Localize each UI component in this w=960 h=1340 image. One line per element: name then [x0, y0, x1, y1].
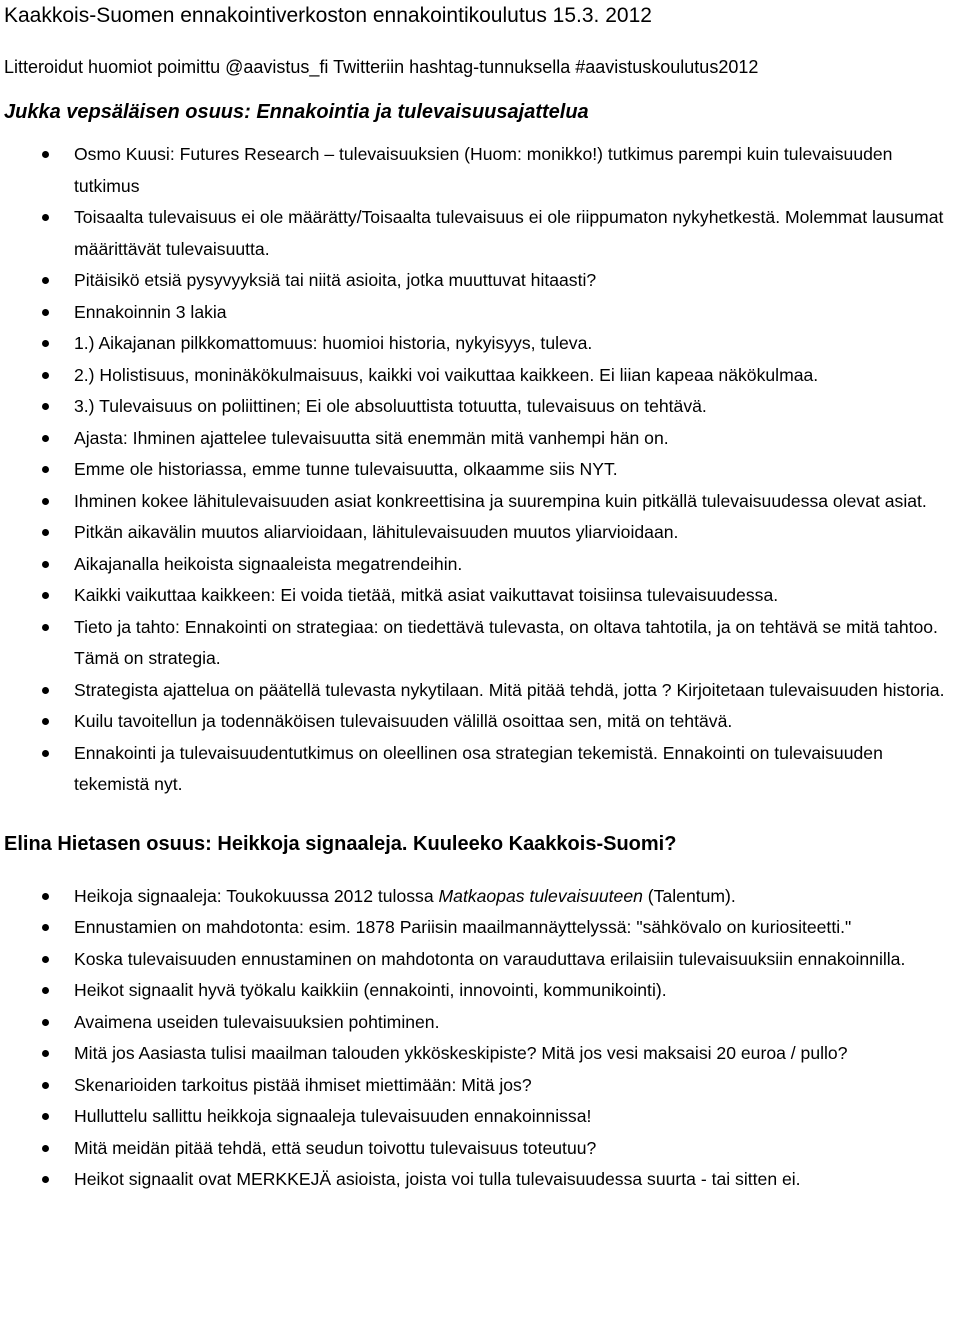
list-item: Mitä meidän pitää tehdä, että seudun toivottu tulevaisuus toteutuu? — [4, 1133, 960, 1165]
list-item: Osmo Kuusi: Futures Research – tulevaisuuksien (Huom: monikko!) tutkimus parempi kuin tulevaisuuden tutkimus — [4, 139, 960, 202]
document-title: Kaakkois-Suomen ennakointiverkoston ennakointikoulutus 15.3. 2012 — [4, 4, 652, 27]
list-item: Skenarioiden tarkoitus pistää ihmiset miettimään: Mitä jos? — [4, 1070, 960, 1102]
list-item: 3.) Tulevaisuus on poliittinen; Ei ole absoluuttista totuutta, tulevaisuus on tehtävä. — [4, 391, 960, 423]
book-title: Matkaopas tulevaisuuteen — [438, 885, 643, 906]
list-item: Pitkän aikavälin muutos aliarvioidaan, lähitulevaisuuden muutos yliarvioidaan. — [4, 517, 960, 549]
list-item: Pitäisikö etsiä pysyvyyksiä tai niitä asioita, jotka muuttuvat hitaasti? — [4, 265, 960, 297]
list-item: Hulluttelu sallittu heikkoja signaaleja tulevaisuuden ennakoinnissa! — [4, 1101, 960, 1133]
list-item: Tieto ja tahto: Ennakointi on strategiaa: on tiedettävä tulevasta, on oltava tahtotila, ja on tehtävä se mitä tahtoo. Tämä on strategia. — [4, 612, 960, 675]
bullet-list-hietanen — [4, 881, 960, 1196]
list-item: Strategista ajattelua on päätellä tulevasta nykytilaan. Mitä pitää tehdä, jotta ? Kirjoitetaan tulevaisuuden historia. — [4, 675, 960, 707]
list-item: Ihminen kokee lähitulevaisuuden asiat konkreettisina ja suurempina kuin pitkällä tulevaisuudessa olevat asiat. — [4, 486, 960, 518]
list-item: 1.) Aikajanan pilkkomattomuus: huomioi historia, nykyisyys, tuleva. — [4, 328, 960, 360]
list-item: Aikajanalla heikoista signaaleista megatrendeihin. — [4, 549, 960, 581]
list-item: Ennustamien on mahdotonta: esim. 1878 Pariisin maailmannäyttelyssä: "sähkövalo on kuriositeetti." — [4, 912, 960, 944]
list-item: Kuilu tavoitellun ja todennäköisen tulevaisuuden välillä osoittaa sen, mitä on tehtävä. — [4, 706, 960, 738]
item-text-before: Heikoja signaaleja: Toukokuussa 2012 tulossa — [74, 885, 439, 906]
section-heading-hietanen: Elina Hietasen osuus: Heikkoja signaaleja. Kuuleeko Kaakkois-Suomi? — [4, 832, 677, 855]
bullet-list-vepsalainen — [4, 139, 960, 801]
list-item: Ennakoinnin 3 lakia — [4, 297, 960, 329]
list-item: Kaikki vaikuttaa kaikkeen: Ei voida tietää, mitkä asiat vaikuttavat toisiinsa tulevaisuudessa. — [4, 580, 960, 612]
list-item: Ajasta: Ihminen ajattelee tulevaisuutta sitä enemmän mitä vanhempi hän on. — [4, 423, 960, 455]
list-item-book-mention — [4, 881, 960, 913]
list-item: Ennakointi ja tulevaisuudentutkimus on oleellinen osa strategian tekemistä. Ennakointi on tulevaisuuden tekemistä nyt. — [4, 738, 960, 801]
list-item: Heikot signaalit hyvä työkalu kaikkiin (ennakointi, innovointi, kommunikointi). — [4, 975, 960, 1007]
list-item: Emme ole historiassa, emme tunne tulevaisuutta, olkaamme siis NYT. — [4, 454, 960, 486]
list-item: Mitä jos Aasiasta tulisi maailman talouden ykköskeskipiste? Mitä jos vesi maksaisi 20 euroa / pullo? — [4, 1038, 960, 1070]
list-item: Koska tulevaisuuden ennustaminen on mahdotonta on varauduttava erilaisiin tulevaisuuksiin ennakoinnilla. — [4, 944, 960, 976]
list-item: Avaimena useiden tulevaisuuksien pohtiminen. — [4, 1007, 960, 1039]
list-item: 2.) Holistisuus, moninäkökulmaisuus, kaikki voi vaikuttaa kaikkeen. Ei liian kapeaa näkökulmaa. — [4, 360, 960, 392]
item-text-after: (Talentum). — [642, 885, 736, 906]
section-heading-vepsalainen: Jukka vepsäläisen osuus: Ennakointia ja tulevaisuusajattelua — [4, 101, 589, 123]
list-item: Toisaalta tulevaisuus ei ole määrätty/Toisaalta tulevaisuus ei ole riippumaton nykyhetkestä. Molemmat lausumat määrittävät tulevaisuutta. — [4, 202, 960, 265]
list-item: Heikot signaalit ovat MERKKEJÄ asioista, joista voi tulla tulevaisuudessa suurta - tai sitten ei. — [4, 1164, 960, 1196]
document-subtitle: Litteroidut huomiot poimittu @aavistus_fi Twitteriin hashtag-tunnuksella #aavistuskoulutus2012 — [4, 57, 759, 77]
